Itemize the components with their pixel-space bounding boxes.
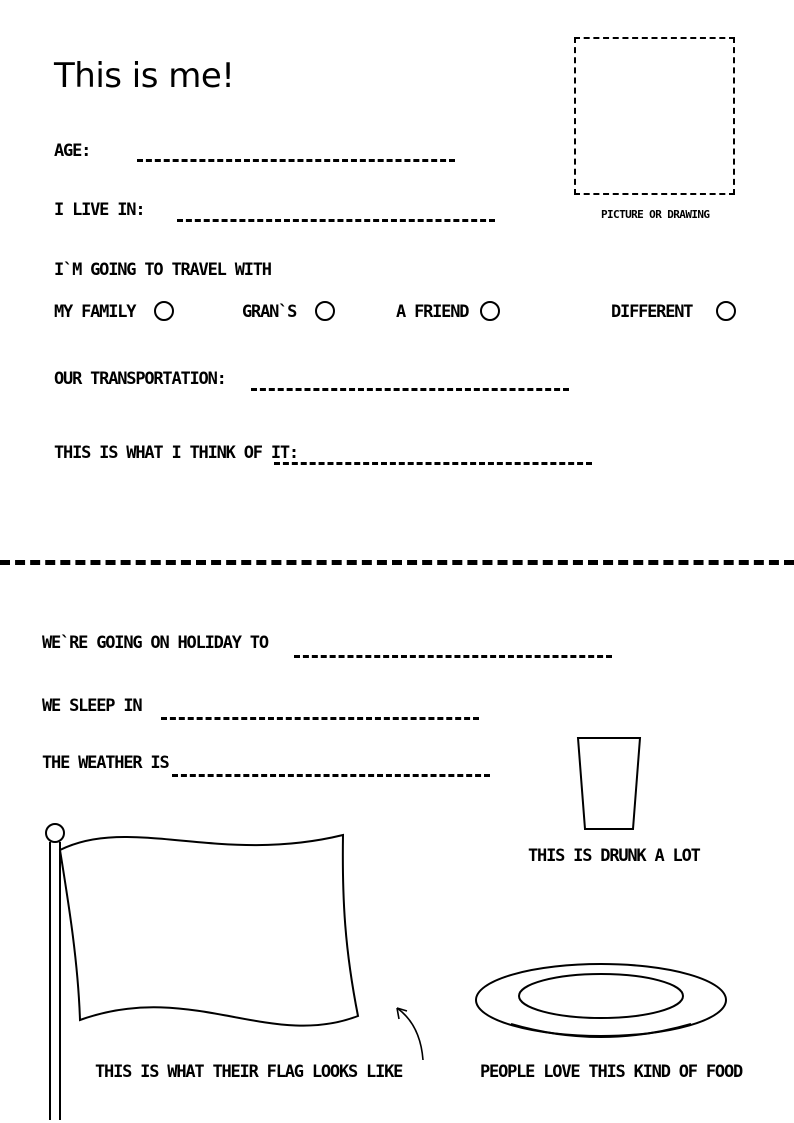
- flag-caption: THIS IS WHAT THEIR FLAG LOOKS LIKE: [95, 1062, 403, 1082]
- opinion-label: THIS IS WHAT I THINK OF IT:: [54, 443, 298, 463]
- option-a-friend-label: A FRIEND: [396, 302, 469, 322]
- drink-caption: THIS IS DRUNK A LOT: [528, 846, 700, 866]
- option-different-checkbox[interactable]: [716, 301, 736, 321]
- arrow-icon: [393, 1004, 427, 1062]
- page-title: This is me!: [54, 56, 235, 96]
- live-in-field[interactable]: [177, 219, 495, 222]
- option-my-family-label: MY FAMILY: [54, 302, 136, 322]
- age-label: AGE:: [54, 141, 91, 161]
- glass-icon: [576, 736, 642, 832]
- option-a-friend-checkbox[interactable]: [480, 301, 500, 321]
- weather-field[interactable]: [172, 774, 490, 777]
- destination-label: WE`RE GOING ON HOLIDAY TO: [42, 633, 268, 653]
- plate-icon: [473, 962, 729, 1042]
- destination-field[interactable]: [294, 655, 612, 658]
- transportation-field[interactable]: [251, 388, 569, 391]
- opinion-field[interactable]: [274, 462, 592, 465]
- live-in-label: I LIVE IN:: [54, 200, 145, 220]
- food-caption: PEOPLE LOVE THIS KIND OF FOOD: [480, 1062, 743, 1082]
- weather-label: THE WEATHER IS: [42, 753, 169, 773]
- sleep-in-label: WE SLEEP IN: [42, 696, 142, 716]
- picture-box[interactable]: [574, 37, 735, 195]
- age-field[interactable]: [137, 159, 455, 162]
- option-different-label: DIFFERENT: [611, 302, 693, 322]
- option-grans-label: GRAN`S: [242, 302, 297, 322]
- transportation-label: OUR TRANSPORTATION:: [54, 369, 226, 389]
- option-my-family-checkbox[interactable]: [154, 301, 174, 321]
- picture-caption: PICTURE OR DRAWING: [601, 208, 710, 221]
- sleep-in-field[interactable]: [161, 717, 479, 720]
- option-grans-checkbox[interactable]: [315, 301, 335, 321]
- section-divider: [0, 560, 794, 565]
- travel-with-label: I`M GOING TO TRAVEL WITH: [54, 260, 271, 280]
